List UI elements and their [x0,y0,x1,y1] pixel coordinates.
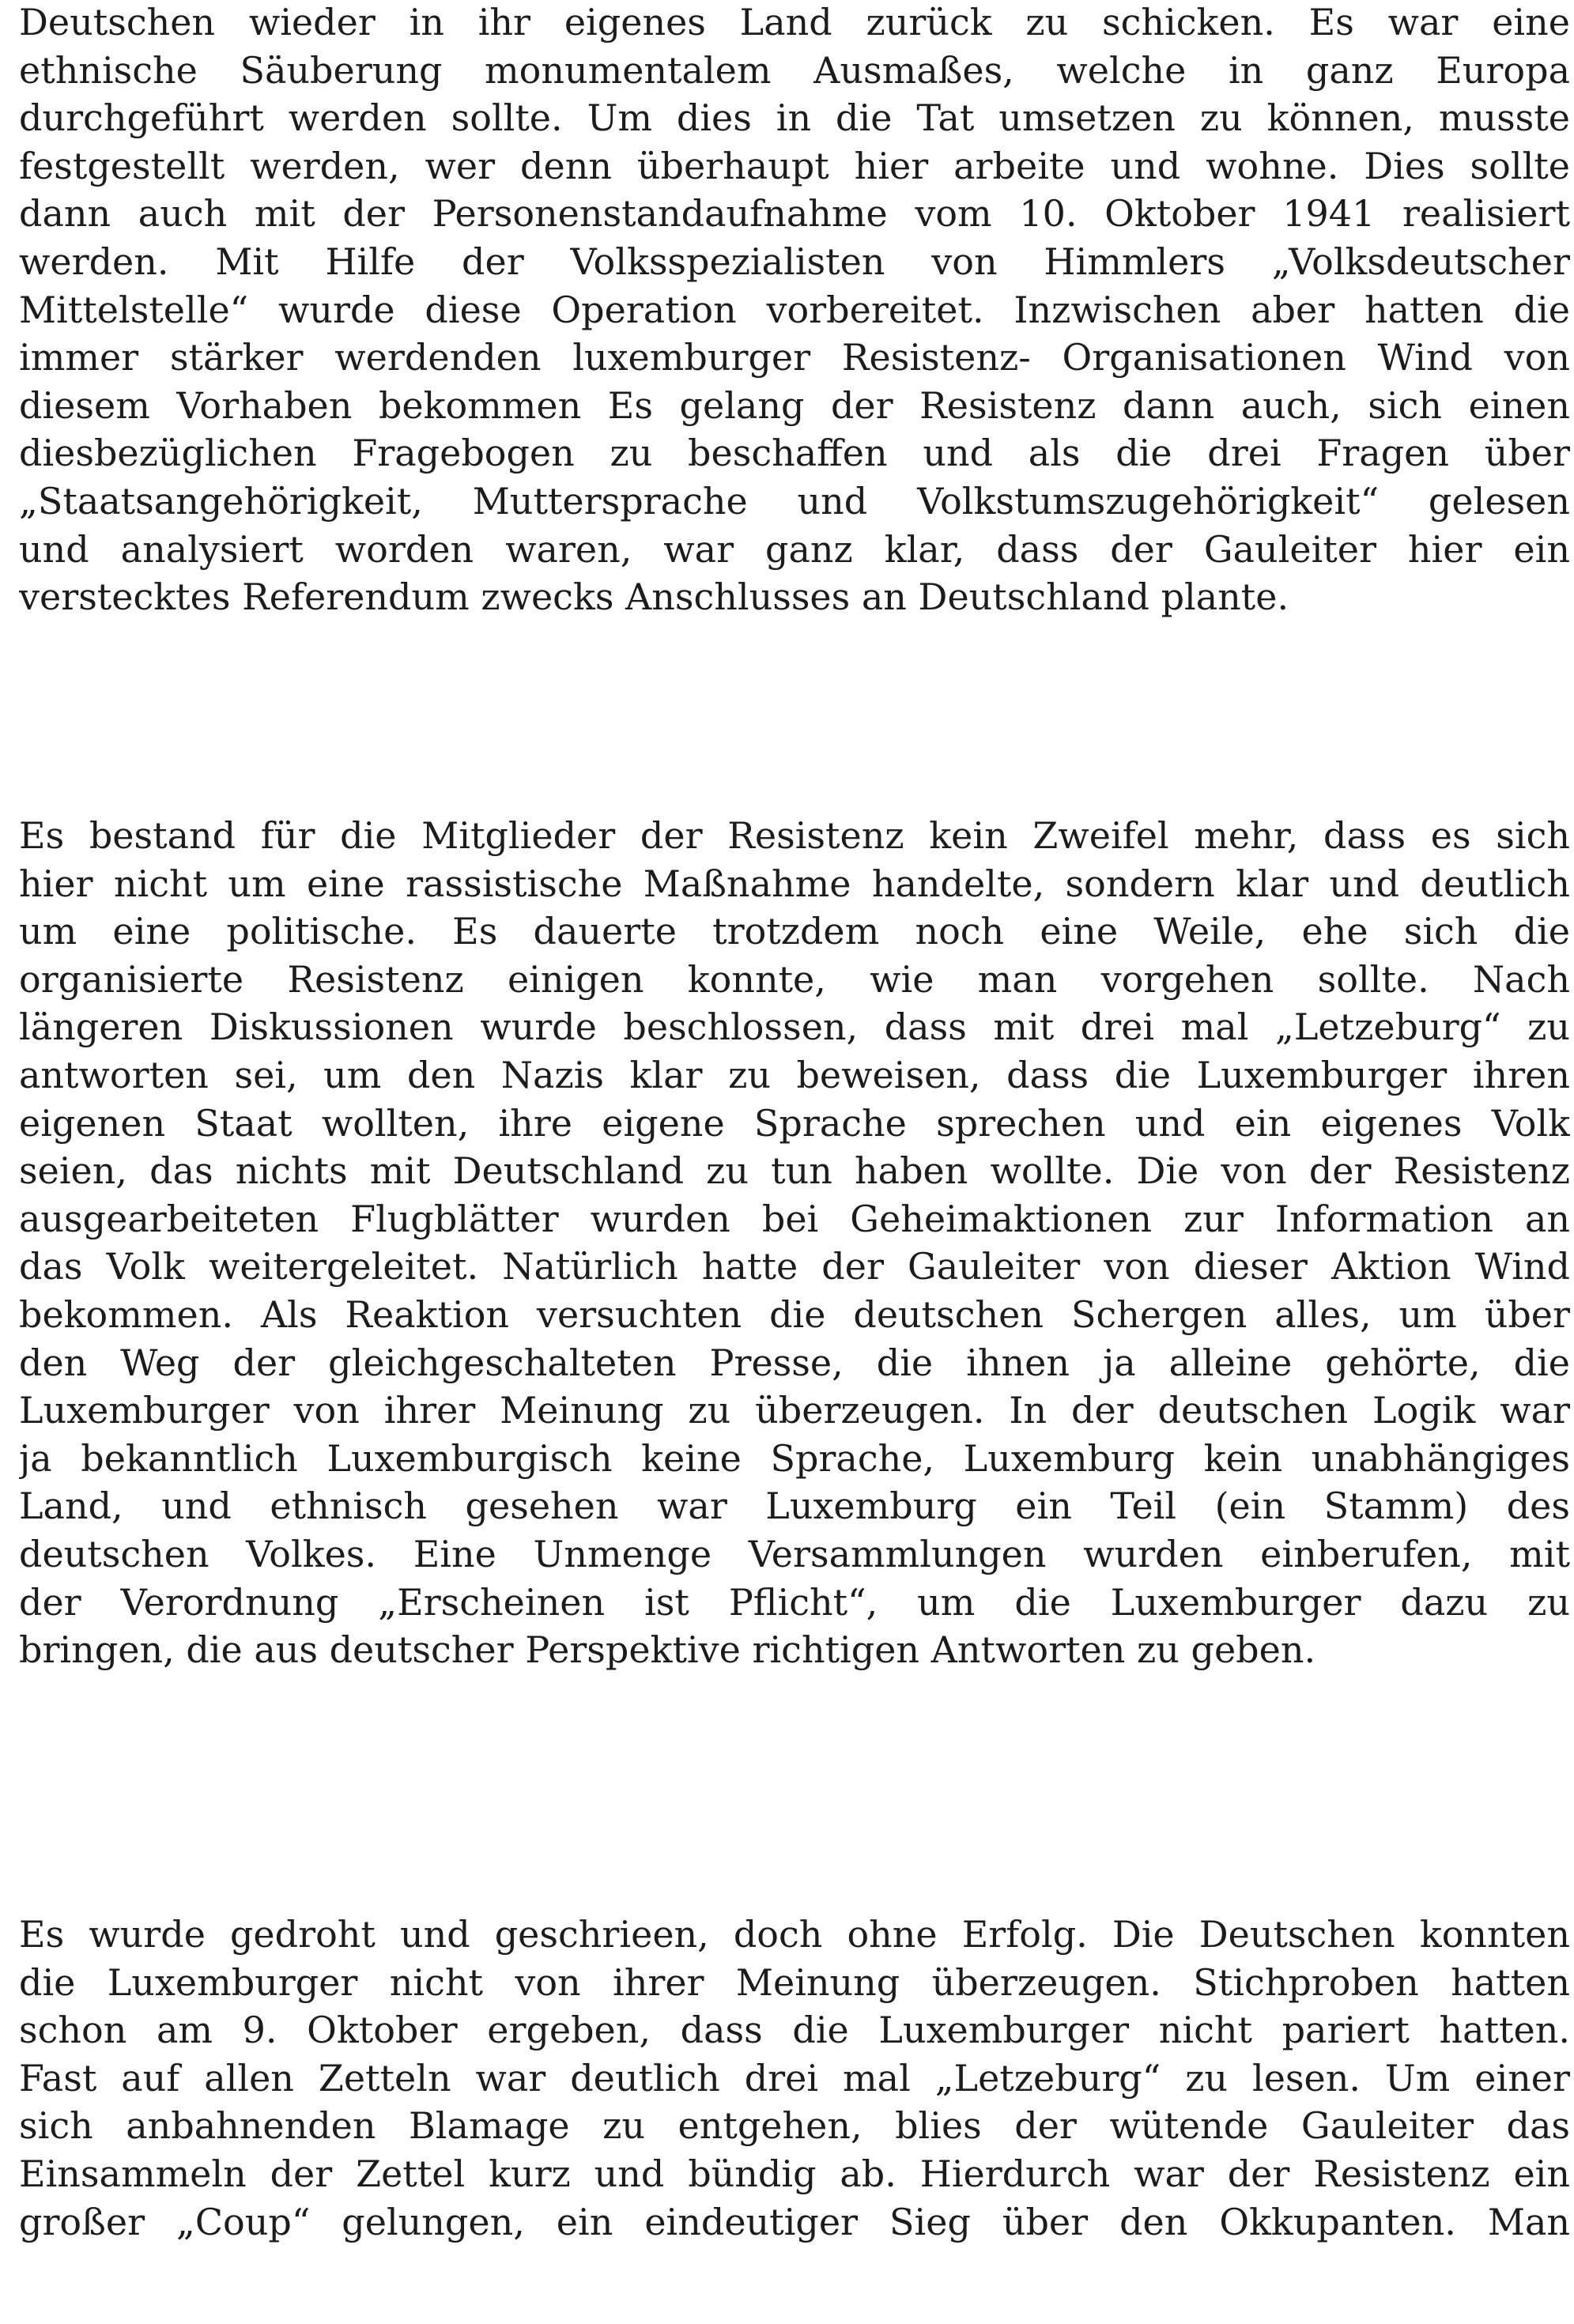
text-line: längeren Diskussionen wurde beschlossen, dass mit drei mal „Letzeburg“ zu [19,1005,1570,1049]
text-line: ja bekanntlich Luxemburgisch keine Sprache, Luxemburg kein unabhängiges [19,1436,1570,1480]
text-line: organisierte Resistenz einigen konnte, wie man vorgehen sollte. Nach [19,957,1570,1001]
text-line: immer stärker werdenden luxemburger Resistenz- Organisationen Wind von [19,336,1570,379]
text-line: um eine politische. Es dauerte trotzdem noch eine Weile, ehe sich die [19,910,1570,953]
text-line: verstecktes Referendum zwecks Anschlusses an Deutschland plante. [19,575,1289,619]
text-line: der Verordnung „Erscheinen ist Pflicht“, um die Luxemburger dazu zu [19,1580,1570,1624]
paragraph-1 [19,0,1570,621]
text-line: sich anbahnenden Blamage zu entgehen, blies der wütende Gauleiter das [19,2104,1570,2148]
text-line: dann auch mit der Personenstandaufnahme vom 10. Oktober 1941 realisiert [19,192,1570,236]
text-line: Einsammeln der Zettel kurz und bündig ab. Hierdurch war der Resistenz ein [19,2152,1570,2195]
text-line: diesbezüglichen Fragebogen zu beschaffen und als die drei Fragen über [19,432,1570,475]
text-line: Luxemburger von ihrer Meinung zu überzeugen. In der deutschen Logik war [19,1389,1570,1432]
text-line: das Volk weitergeleitet. Natürlich hatte der Gauleiter von dieser Aktion Wind [19,1245,1570,1288]
text-line: hier nicht um eine rassistische Maßnahme handelte, sondern klar und deutlich [19,862,1570,905]
text-line: ausgearbeiteten Flugblätter wurden bei Geheimaktionen zur Information an [19,1197,1570,1240]
text-line: antworten sei, um den Nazis klar zu beweisen, dass die Luxemburger ihren [19,1053,1570,1096]
text-line: Deutschen wieder in ihr eigenes Land zurück zu schicken. Es war eine [19,1,1570,43]
text-line: seien, das nichts mit Deutschland zu tun haben wollte. Die von der Resistenz [19,1149,1570,1193]
text-line: ethnische Säuberung monumentalem Ausmaßes, welche in ganz Europa [19,48,1570,92]
text-line: bringen, die aus deutscher Perspektive richtigen Antworten zu geben. [19,1628,1316,1672]
text-line: die Luxemburger nicht von ihrer Meinung überzeugen. Stichproben hatten [19,1960,1570,2004]
text-line: Land, und ethnisch gesehen war Luxemburg ein Teil (ein Stamm) des [19,1485,1570,1528]
text-line: Es wurde gedroht und geschrieen, doch ohne Erfolg. Die Deutschen konnten [19,1913,1570,1956]
text-line: großer „Coup“ gelungen, ein eindeutiger Sieg über den Okkupanten. Man [19,2200,1570,2243]
text-line: diesem Vorhaben bekommen Es gelang der Resistenz dann auch, sich einen [19,383,1570,427]
text-line: eigenen Staat wollten, ihre eigene Sprache sprechen und ein eigenes Volk [19,1101,1570,1145]
text-line: deutschen Volkes. Eine Unmenge Versammlungen wurden einberufen, mit [19,1532,1570,1575]
text-line: durchgeführt werden sollte. Um dies in die Tat umsetzen zu können, musste [19,96,1570,140]
text-line: „Staatsangehörigkeit, Muttersprache und Volkstumszugehörigkeit“ gelesen [19,479,1570,523]
paragraph-2 [19,812,1570,1674]
text-line: den Weg der gleichgeschalteten Presse, die ihnen ja alleine gehörte, die [19,1341,1570,1384]
text-line: und analysiert worden waren, war ganz klar, dass der Gauleiter hier ein [19,527,1570,571]
text-line: festgestellt werden, wer denn überhaupt hier arbeite und wohne. Dies sollte [19,144,1570,187]
text-line: Es bestand für die Mitglieder der Resistenz kein Zweifel mehr, dass es sich [19,814,1570,857]
paragraph-3 [19,1911,1570,2246]
text-line: schon am 9. Oktober ergeben, dass die Luxemburger nicht pariert hatten. [19,2009,1570,2052]
text-line: bekommen. Als Reaktion versuchten die deutschen Schergen alles, um über [19,1292,1570,1336]
text-line: werden. Mit Hilfe der Volksspezialisten von Himmlers „Volksdeutscher [19,240,1570,283]
text-line: Mittelstelle“ wurde diese Operation vorbereitet. Inzwischen aber hatten die [19,288,1570,331]
text-line: Fast auf allen Zetteln war deutlich drei mal „Letzeburg“ zu lesen. Um einer [19,2056,1570,2100]
